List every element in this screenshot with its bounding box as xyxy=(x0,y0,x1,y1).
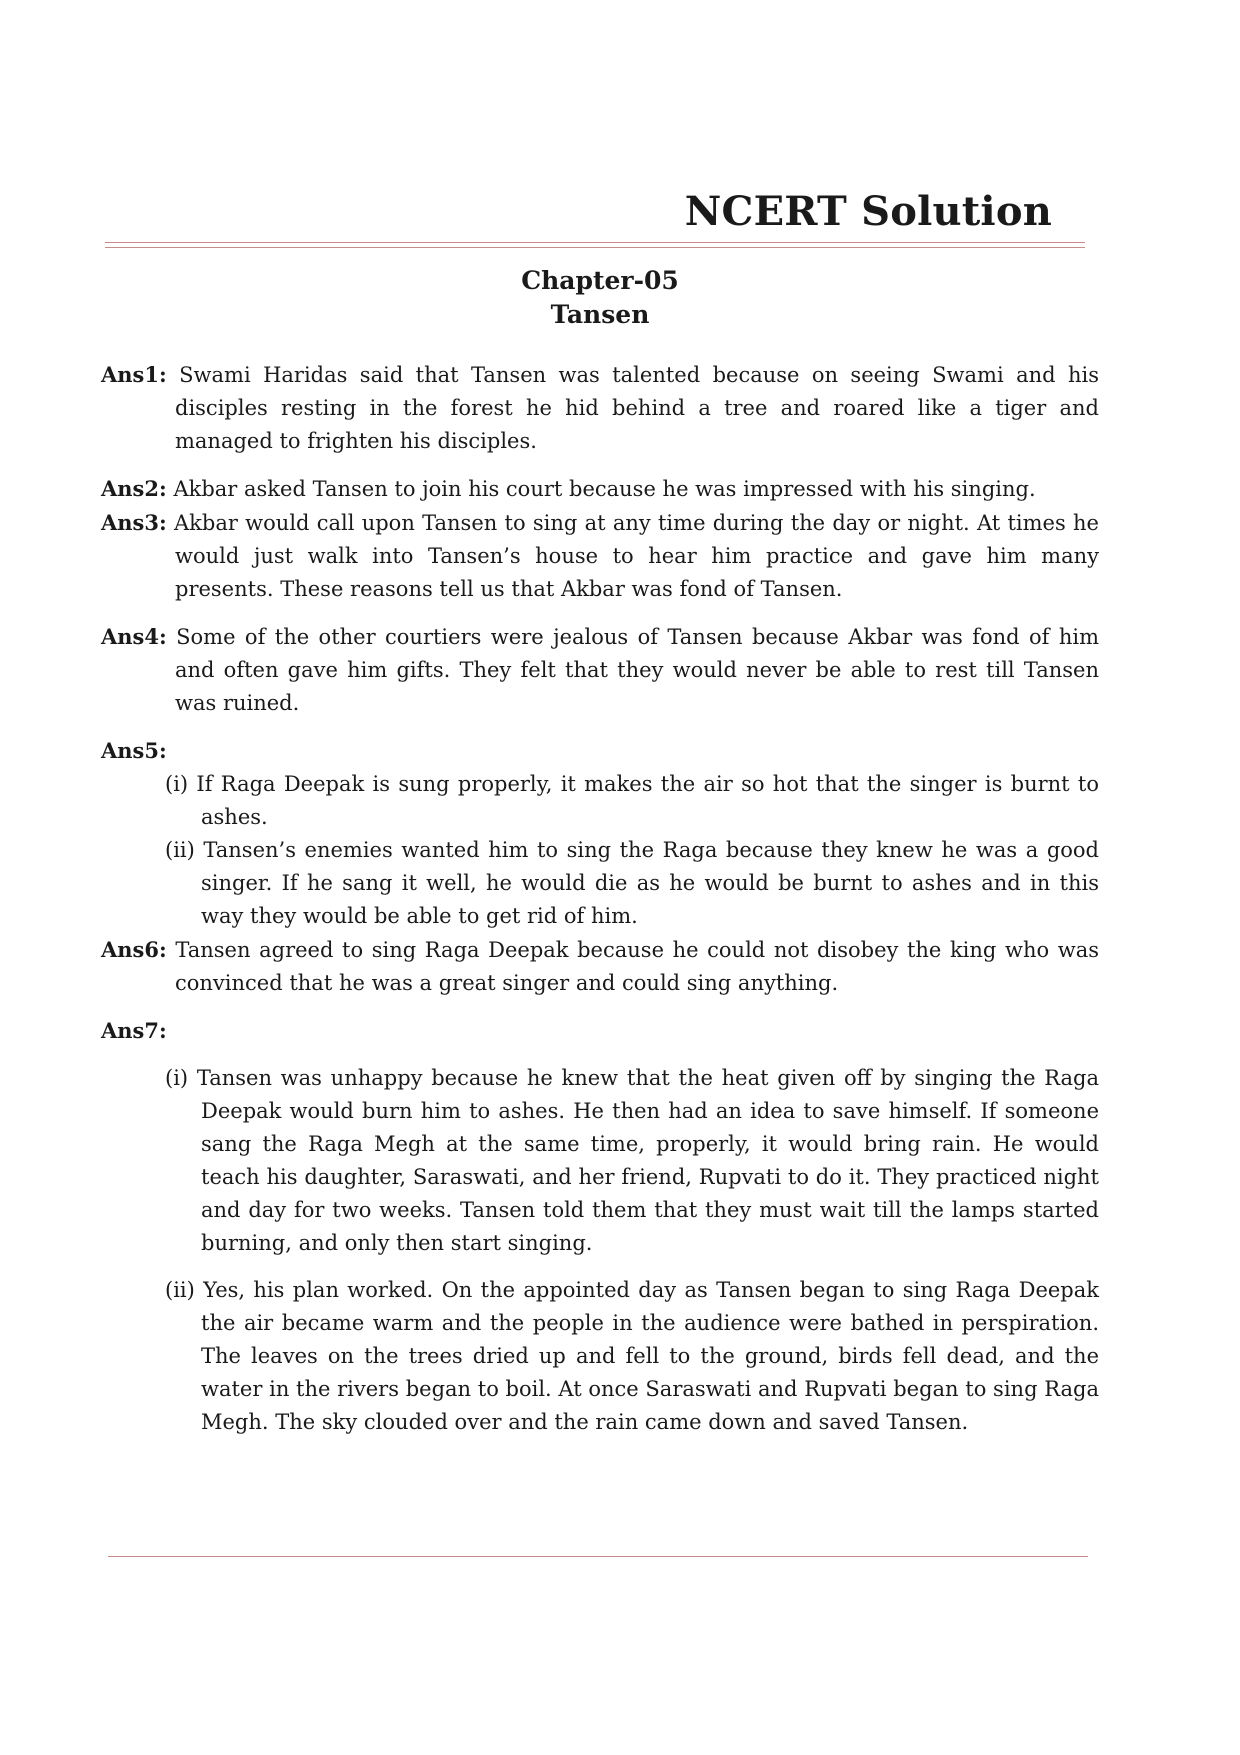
answer-text: Some of the other courtiers were jealous of Tansen because Akbar was fond of him and often gave him gifts. They felt that they would never be able to rest till Tansen was ruined. xyxy=(175,625,1099,715)
chapter-heading xyxy=(0,264,1200,332)
footer-divider xyxy=(108,1556,1088,1557)
answer-label: Ans5: xyxy=(101,738,167,763)
page-title: NCERT Solution xyxy=(684,188,1052,235)
answer-5 xyxy=(101,734,1099,768)
answer-5-parts xyxy=(165,768,1099,933)
answers-section xyxy=(101,358,1099,1439)
answer-4 xyxy=(101,620,1099,720)
answer-part: (ii) Yes, his plan worked. On the appointed day as Tansen began to sing Raga Deepak the air became warm and the people in the audience were bathed in perspiration. The leaves on the trees dried up and fell to the ground, birds fell dead, and the water in the rivers began to boil. At once Saraswati and Rupvati began to sing Raga Megh. The sky clouded over and the rain came down and saved Tansen. xyxy=(165,1278,1099,1434)
chapter-number: Chapter-05 xyxy=(521,266,679,295)
answer-label: Ans4: xyxy=(101,624,167,649)
answer-part: (ii) Tansen’s enemies wanted him to sing the Raga because they knew he was a good singer. If he sang it well, he would die as he would be burnt to ashes and in this way they would be able to get rid of him. xyxy=(165,838,1099,928)
answer-text: Akbar asked Tansen to join his court because he was impressed with his singing. xyxy=(173,477,1036,501)
answer-7-parts xyxy=(165,1062,1099,1439)
answer-text: Tansen agreed to sing Raga Deepak because he could not disobey the king who was convinced that he was a great singer and could sing anything. xyxy=(175,938,1099,995)
answer-3 xyxy=(101,506,1099,606)
answer-label: Ans6: xyxy=(101,937,167,962)
answer-1 xyxy=(101,358,1099,458)
header-divider xyxy=(105,242,1085,248)
chapter-name: Tansen xyxy=(550,300,650,329)
answer-label: Ans2: xyxy=(101,476,167,501)
answer-part: (i) If Raga Deepak is sung properly, it makes the air so hot that the singer is burnt to ashes. xyxy=(165,772,1099,829)
answer-7 xyxy=(101,1014,1099,1048)
answer-2 xyxy=(101,472,1099,506)
answer-label: Ans1: xyxy=(101,362,167,387)
answer-part: (i) Tansen was unhappy because he knew that the heat given off by singing the Raga Deepak would burn him to ashes. He then had an idea to save himself. If someone sang the Raga Megh at the same time, properly, it would bring rain. He would teach his daughter, Saraswati, and her friend, Rupvati to do it. They practiced night and day for two weeks. Tansen told them that they must wait till the lamps started burning, and only then start singing. xyxy=(165,1066,1099,1255)
answer-label: Ans7: xyxy=(101,1018,167,1043)
answer-text: Akbar would call upon Tansen to sing at any time during the day or night. At times he would just walk into Tansen’s house to hear him practice and gave him many presents. These reasons tell us that Akbar was fond of Tansen. xyxy=(174,511,1099,601)
answer-6 xyxy=(101,933,1099,1000)
answer-label: Ans3: xyxy=(101,510,167,535)
answer-text: Swami Haridas said that Tansen was talented because on seeing Swami and his disciples resting in the forest he hid behind a tree and roared like a tiger and managed to frighten his disciples. xyxy=(175,363,1099,453)
